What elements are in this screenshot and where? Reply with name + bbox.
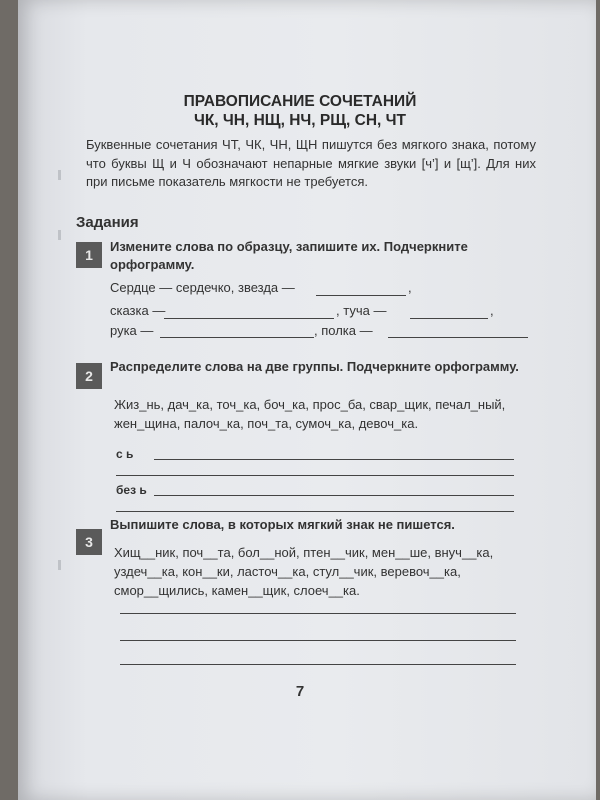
task2-words: Жиз_нь, дач_ка, точ_ка, боч_ка, прос_ба, свар_щик, печал_ный, жен_щина, палоч_ка, поч_та, сумоч_ка, девоч_ка.: [114, 397, 506, 431]
task1-word-skazka: сказка —: [110, 303, 166, 318]
comma: ,: [490, 303, 494, 318]
answer-line[interactable]: [120, 640, 516, 641]
task-number-badge: 3: [76, 529, 102, 555]
answer-blank[interactable]: [388, 337, 528, 338]
answer-blank[interactable]: [316, 295, 406, 296]
answer-line[interactable]: [116, 475, 514, 476]
intro-paragraph: Буквенные сочетания ЧТ, ЧК, ЧН, ЩН пишутся без мягкого знака, потому что буквы Щ и Ч обозначают непарные мягкие звуки [ч’] и [щ’]. Для них при письме показатель мягкости не требуется.: [86, 137, 536, 189]
comma: ,: [408, 280, 412, 295]
answer-line[interactable]: [154, 459, 514, 460]
answer-line[interactable]: [120, 664, 516, 665]
task3-words: Хищ__ник, поч__та, бол__ной, птен__чик, мен__ше, внуч__ка, уздеч__ка, кон__ки, ласточ__ка, стул__чик, веревоч__ка, смор__щились, камен__щик, слоеч__ка.: [114, 545, 494, 598]
page-number: 7: [295, 683, 305, 700]
task-number-badge: 2: [76, 363, 102, 389]
staple-mark: [58, 170, 61, 180]
group-without-soft-sign-label: без ь: [116, 483, 147, 497]
task1-word-ruka: рука —: [110, 323, 154, 338]
group-with-soft-sign-label: с ь: [116, 447, 134, 461]
answer-line[interactable]: [154, 495, 514, 496]
task-number-badge: 1: [76, 242, 102, 268]
answer-line[interactable]: [120, 613, 516, 614]
task2-title: Распределите слова на две группы. Подчеркните орфограмму.: [110, 359, 519, 374]
answer-blank[interactable]: [160, 337, 314, 338]
task1-title: Измените слова по образцу, запишите их. Подчеркните орфограмму.: [110, 239, 468, 272]
answer-line[interactable]: [116, 511, 514, 512]
task1-word-tucha: , туча —: [336, 303, 387, 318]
task1-example: Сердце — сердечко, звезда —: [110, 280, 295, 295]
staple-mark: [58, 560, 61, 570]
task1-word-polka: , полка —: [314, 323, 373, 338]
page-title-line1: ПРАВОПИСАНИЕ СОЧЕТАНИЙ: [183, 93, 417, 110]
answer-blank[interactable]: [410, 318, 488, 319]
task3-title: Выпишите слова, в которых мягкий знак не пишется.: [110, 517, 455, 532]
page-title-line2: ЧК, ЧН, НЩ, НЧ, РЩ, СН, ЧТ: [193, 112, 407, 129]
answer-blank[interactable]: [164, 318, 334, 319]
tasks-heading: Задания: [76, 214, 139, 231]
staple-mark: [58, 230, 61, 240]
